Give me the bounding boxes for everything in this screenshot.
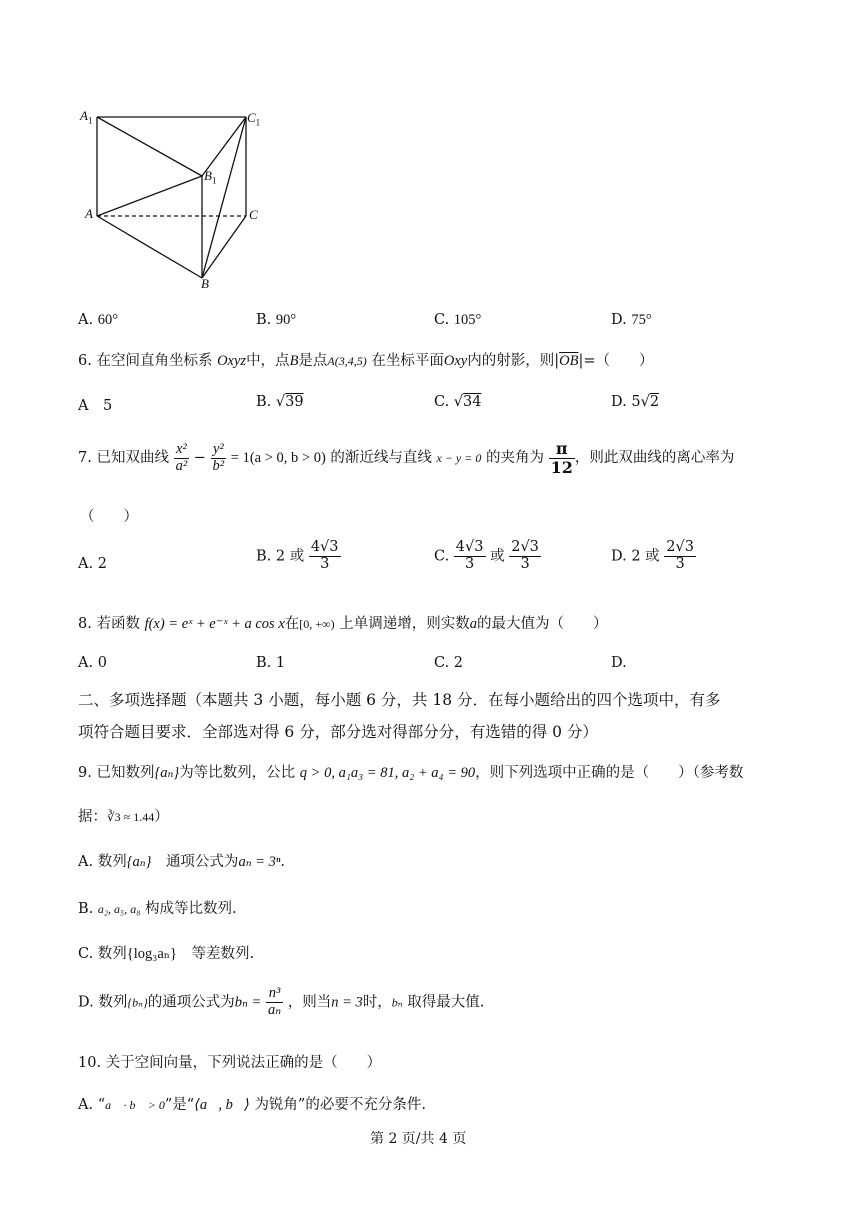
q5-option-d[interactable]: D. 75° — [611, 312, 652, 328]
q8-option-d[interactable]: D. — [611, 655, 627, 671]
q7-frac-x: $\frac{\text{x²}}{\text{a²}}$ — [175, 440, 188, 474]
q5-option-a[interactable]: A. 60° — [78, 312, 119, 328]
q9-option-a[interactable]: A. 数列{aₙ} 通项公式为aₙ = 3ⁿ. — [78, 854, 286, 870]
q6-option-b[interactable]: B. √39 — [256, 394, 304, 410]
q8-option-c[interactable]: C. 2 — [434, 655, 464, 671]
question-10: 10. 关于空间向量，下列说法正确的是（ ） — [78, 1055, 382, 1071]
section-2-line-1: 二、多项选择题（本题共 3 小题，每小题 6 分，共 18 分．在每小题给出的四个选项中，有多 — [78, 691, 721, 709]
label-a: A — [85, 206, 93, 221]
q7-frac-pi: $\frac{\pi}{12}$ — [550, 439, 573, 477]
q6-option-a[interactable]: A 5 — [78, 398, 113, 414]
q8-option-a[interactable]: A. 0 — [78, 655, 107, 671]
question-7: 7. 已知双曲线 $\frac{\text{x²}}{\text{a²}}$ − $\frac{\text{y²}}{\text{b²}}$ = 1(a > 0, b > 0) 的渐近线与直线 x − y = 0 的夹角为 $\frac{\pi}{12}$ ，则此双曲线的离心率为 — [78, 439, 735, 477]
prism-figure — [75, 100, 275, 295]
q9-option-b[interactable]: B. a₂, a₅, a₈ 构成等比数列. — [78, 901, 237, 917]
q7-option-d[interactable]: D. 2 或 $\frac{2√3}{3}$ — [611, 539, 694, 572]
label-b: B — [201, 276, 209, 291]
q10-option-a[interactable]: A. “a⃗ · b⃗ > 0”是“⟨a⃗, b⃗⟩ 为锐角”的必要不充分条件. — [78, 1097, 426, 1113]
label-a1: $A_1$ — [80, 108, 93, 126]
q5-option-c[interactable]: C. 105° — [434, 312, 482, 328]
label-c1: $C_1$ — [247, 110, 261, 128]
q7-answer-paren: （ ） — [80, 509, 138, 525]
q5-option-b[interactable]: B. 90° — [256, 312, 297, 328]
q6-option-d[interactable]: D. 5√2 — [611, 394, 660, 410]
section-2-line-2: 项符合题目要求．全部选对得 6 分，部分选对得部分分，有选错的得 0 分） — [78, 723, 598, 741]
q6-option-c[interactable]: C. √34 — [434, 394, 482, 410]
q8-option-b[interactable]: B. 1 — [256, 655, 286, 671]
label-c: C — [249, 207, 258, 222]
label-b1: $B_1$ — [204, 168, 217, 186]
question-8: 8. 若函数 f(x) = eˣ + e⁻ˣ + a cos x在[0, +∞) 上单调递增，则实数a的最大值为（ ） — [78, 616, 608, 632]
q7-frac-y: $\frac{\text{y²}}{\text{b²}}$ — [212, 440, 225, 474]
q7-option-c[interactable]: C. $\frac{4√3}{3}$ 或 $\frac{2√3}{3}$ — [434, 539, 539, 572]
question-6: 6. 在空间直角坐标系 Oxyz中，点B是点A(3,4,5) 在坐标平面Oxy内的射影，则$|\overline{OB}|=$（ ） — [78, 353, 654, 369]
q9-option-c[interactable]: C. 数列{log₃aₙ} 等差数列. — [78, 946, 255, 962]
q9-option-d[interactable]: D. 数列{bₙ}的通项公式为bₙ = $\frac{\text{n³}}{\text{aₙ}}$ ，则当n = 3时，bₙ 取得最大值. — [78, 985, 485, 1018]
page-footer: 第 2 页/共 4 页 — [370, 1131, 467, 1147]
q7-option-b[interactable]: B. 2 或 $\frac{4√3}{3}$ — [256, 539, 339, 572]
q7-option-a[interactable]: A. 2 — [78, 556, 107, 572]
q9-reference: 据：∛3 ≈ 1.44） — [78, 809, 169, 825]
question-9: 9. 已知数列{aₙ}为等比数列，公比 q > 0, a₁a₃ = 81, a₂ + a₄ = 90，则下列选项中正确的是（ ）（参考数 — [78, 765, 744, 781]
